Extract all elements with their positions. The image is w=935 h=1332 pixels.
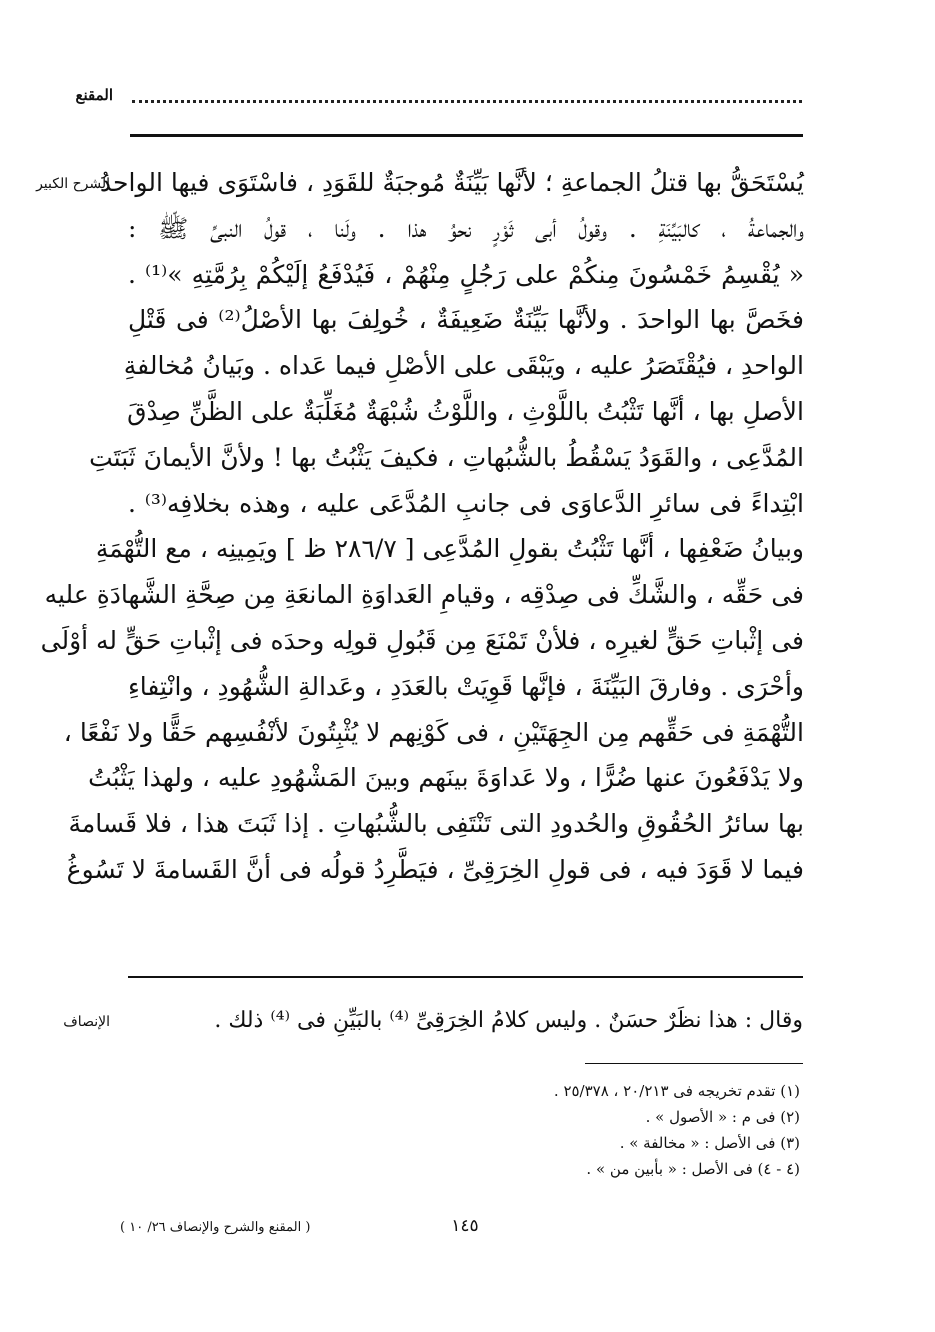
text-line: فى حَقِّه ، والشَّكِّ فى صِدْقِه ، وقيامِ العَداوَةِ المانعَةِ مِن صِحَّةِ الشَّهادَةِ عليه (44, 580, 804, 610)
page-number: ١٤٥ (451, 1216, 479, 1236)
text-line: ولا يَدْفَعُونَ عنها ضُرًّا ، ولا عَداوَةَ بينَهم وبينَ المَشْهُودِ عليه ، ولهذا يَثْبُتُ (88, 763, 804, 793)
text-line: وبيانُ ضَعْفِها ، أنَّها تَثْبُتُ بقولِ المُدَّعِى [ ٢٨٦/٧ ظ ] ويَمِينِه ، مع التُّهْمَةِ (95, 534, 804, 564)
header-title: المقنع (75, 86, 113, 104)
text-line: يُسْتَحَقُّ بها قتلُ الجماعةِ ؛ لأنَّها بَيِّنَةٌ مُوجبَةٌ للقَوَدِ ، فاسْتَوَى فيها الواحدُ (99, 168, 804, 197)
footnote: (٤ - ٤) فى الأصل : « بأبين من » . (586, 1160, 800, 1178)
text-line: الأصلِ بها ، أنَّها تَثْبُتُ باللَّوْثِ ، واللَّوْثُ شُبْهَةٌ مُغَلِّبَةٌ على الظَّنِّ صِدْقَ (127, 396, 804, 426)
text-line: المُدَّعِى ، والقَوَدُ يَسْقُطُ بالشُّبُهاتِ ، فكيفَ يَثْبُتُ بها ! ولأنَّ الأيمانَ ثَبَتَتِ (89, 442, 804, 472)
footnote: (٣) فى الأصل : « مخالفة » . (619, 1134, 800, 1152)
sidebar-label-insaf: الإنصاف (63, 1014, 110, 1030)
text-line: « يُقْسِمُ خَمْسُونَ مِنكُمْ على رَجُلٍ مِنْهُمْ ، فَيُدْفَعُ إلَيْكُمْ بِرُمَّتِهِ »⁽¹⁾ . (128, 259, 804, 289)
footnote: (١) تقدم تخريجه فى ٢٠/٢١٣ ، ٢٥/٣٧٨ . (553, 1082, 800, 1100)
header-rule (130, 134, 803, 137)
text-line: فيما لا قَوَدَ فيه ، فى قولِ الخِرَقِىِّ ، فيَطَّرِدُ قولُه فى أنَّ القَسامةَ لا تَسُوغُ (66, 854, 804, 884)
text-line: الواحدِ ، فيُقْتَصَرُ عليه ، ويَبْقَى على الأصْلِ فيما عَداه . وبَيانُ مُخالفةِ (123, 351, 804, 381)
volume-signature: ( المقنع والشرح والإنصاف ٢٦/ ١٠ ) (120, 1220, 311, 1235)
text-line: والجماعةُ ، كالبَيِّنَةِ . وقولُ أبى ثَوْرٍ نحوُ هذا . ولَنا ، قولُ النبىِّ ﷺ : (128, 213, 804, 243)
text-line: فخَصَّ بها الواحدَ . ولأنَّها بَيِّنَةٌ ضَعِيفَةٌ ، خُولِفَ بها الأصْلُ⁽²⁾ فى قَتْلِ (128, 305, 805, 335)
insaf-text: وقال : هذا نظَرٌ حسَنٌ . وليس كلامُ الخِرَقِىِّ ⁽⁴⁾ بالبَيِّنِ فى ⁽⁴⁾ ذلك . (214, 1008, 803, 1033)
text-line: فى إثْباتِ حَقٍّ لغيرِه ، فلأنْ تَمْنَعَ مِن قَبُولِ قولِه وحدَه فى إثْباتِ حَقٍّ له أوْلَى (40, 625, 804, 655)
header-dotted-rule (132, 96, 802, 103)
text-line: بها سائرُ الحُقُوقِ والحُدودِ التى تَنْتَفِى بالشُّبُهاتِ . إذا ثَبَتَ هذا ، فلا قَسامةَ (68, 809, 804, 839)
footnote-rule (585, 1063, 803, 1064)
footnote: (٢) فى م : « الأصول » . (645, 1108, 800, 1126)
section-divider (128, 976, 803, 978)
text-line: ابْتِداءً فى سائرِ الدَّعاوَى فى جانبِ المُدَّعَى عليه ، وهذه بخلافِه⁽³⁾ . (128, 488, 804, 518)
sidebar-label-sharh: الشرح الكبير (36, 176, 110, 192)
text-line: وأحْرَى . وفارقَ البَيِّنَةَ ، فإنَّها قَوِيَتْ بالعَدَدِ ، وعَدالةِ الشُّهُودِ ، وانْتِفاءِ (128, 671, 804, 701)
footnotes (400, 1078, 800, 1182)
text-line: التُّهْمَةِ فى حَقِّهم مِن الجِهَتَيْنِ ، فى كَوْنِهم لا يُثْبِتُونَ لأنْفُسِهم حَقًّا ولا نَفْعًا ، (63, 717, 804, 747)
